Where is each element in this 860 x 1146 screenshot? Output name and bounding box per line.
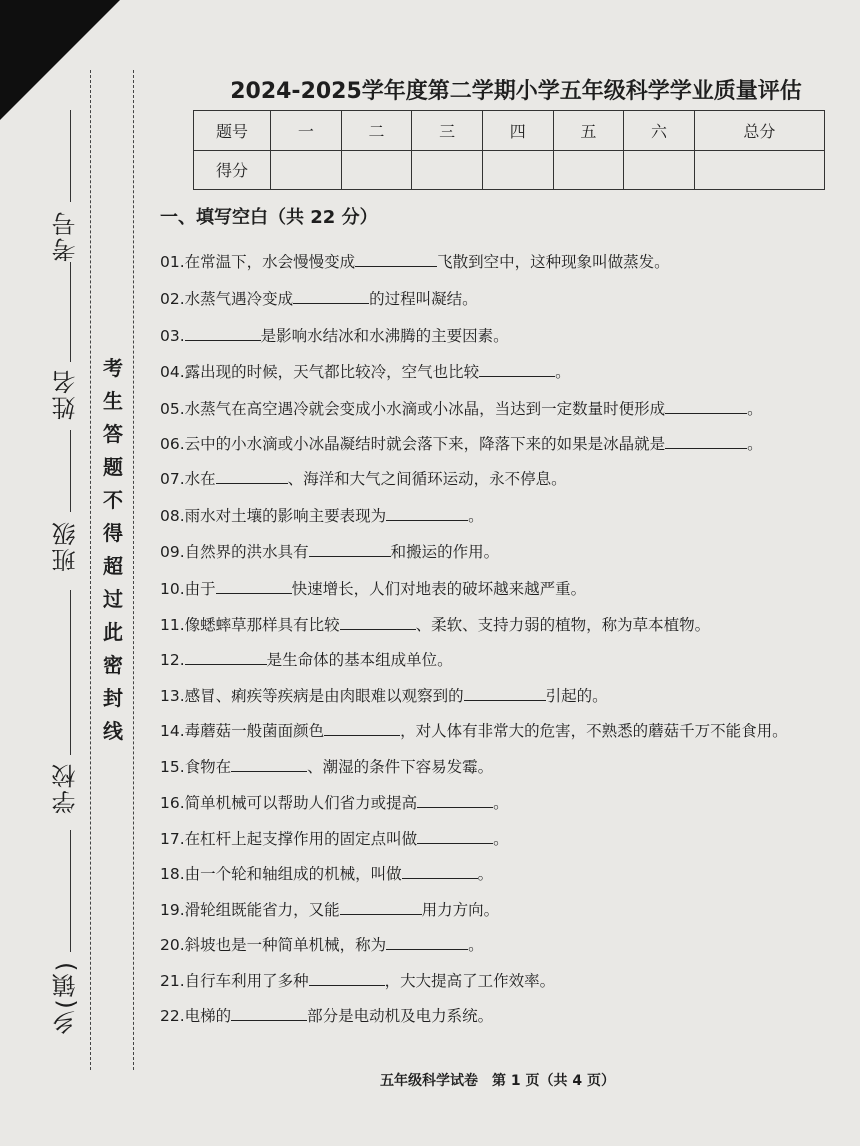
- score-row-label: 得分: [194, 150, 271, 190]
- question-text-tail: 用力方向。: [421, 901, 500, 919]
- page-title: 2024-2025学年度第二学期小学五年级科学学业质量评估: [230, 79, 802, 104]
- seal-char: 答: [103, 422, 123, 446]
- question-text: 15.食物在: [160, 758, 232, 776]
- question-text: 11.像蟋蟀草那样具有比较: [160, 616, 340, 634]
- name-line: [70, 262, 71, 362]
- answer-blank[interactable]: [324, 720, 400, 737]
- exam-number-label: 考号: [52, 210, 80, 262]
- answer-blank[interactable]: [417, 792, 493, 809]
- question-item: [160, 648, 453, 670]
- question-text: 03.: [160, 327, 185, 345]
- question-text-tail: 部分是电动机及电力系统。: [307, 1007, 494, 1025]
- answer-blank[interactable]: [185, 325, 261, 342]
- seal-char: 得: [103, 521, 123, 545]
- score-cell: 五: [553, 111, 624, 151]
- score-input-cell[interactable]: [271, 150, 342, 190]
- question-item: [160, 862, 493, 884]
- question-item: [160, 467, 567, 489]
- answer-blank[interactable]: [309, 970, 385, 987]
- school-label: 学校: [52, 762, 80, 814]
- score-input-cell[interactable]: [553, 150, 624, 190]
- answer-blank[interactable]: [340, 614, 416, 631]
- question-text-tail: 引起的。: [545, 687, 608, 705]
- question-item: [160, 287, 478, 309]
- question-item: [160, 1004, 493, 1026]
- class-line: [70, 430, 71, 512]
- question-text: 10.由于: [160, 580, 216, 598]
- question-text: 05.水蒸气在高空遇冷就会变成小水滴或小冰晶，当达到一定数量时便形成: [160, 400, 666, 418]
- seal-char: 封: [103, 686, 123, 710]
- score-input-cell[interactable]: [694, 150, 824, 190]
- question-text-tail: 。: [493, 794, 509, 812]
- score-input-cell[interactable]: [412, 150, 483, 190]
- seal-char: 密: [103, 653, 123, 677]
- answer-blank[interactable]: [231, 756, 307, 773]
- name-label: 姓名: [52, 368, 80, 420]
- score-cell: 六: [624, 111, 695, 151]
- class-label: 班级: [52, 520, 80, 572]
- question-text: 08.雨水对土壤的影响主要表现为: [160, 507, 387, 525]
- exam-number-line: [70, 110, 71, 202]
- question-item: [160, 827, 509, 849]
- question-text-tail: 。: [468, 507, 484, 525]
- score-table: [193, 110, 825, 190]
- question-item: [160, 432, 763, 454]
- section-1-heading: 一、填写空白（共 22 分）: [160, 207, 378, 228]
- question-item: [160, 324, 509, 346]
- seal-char: 题: [103, 455, 123, 479]
- score-table-score-row: [194, 150, 825, 190]
- question-text: 17.在杠杆上起支撑作用的固定点叫做: [160, 830, 418, 848]
- answer-blank[interactable]: [665, 398, 747, 415]
- seal-char: 生: [103, 389, 123, 413]
- score-input-cell[interactable]: [482, 150, 553, 190]
- question-text-tail: 是影响水结冰和水沸腾的主要因素。: [260, 327, 509, 345]
- town-line: [70, 830, 71, 952]
- question-item: [160, 577, 586, 599]
- question-item: [160, 613, 710, 635]
- question-text: 09.自然界的洪水具有: [160, 543, 309, 561]
- question-text: 06.云中的小水滴或小冰晶凝结时就会落下来，降落下来的如果是冰晶就是: [160, 435, 666, 453]
- seal-notice: [100, 352, 126, 748]
- question-text-tail: ，对人体有非常大的危害，不熟悉的蘑菇千万不能食用。: [400, 722, 788, 740]
- question-item: [160, 540, 499, 562]
- question-text: 07.水在: [160, 470, 216, 488]
- seal-char: 不: [103, 488, 123, 512]
- question-text: 21.自行车利用了多种: [160, 972, 309, 990]
- answer-blank[interactable]: [386, 934, 468, 951]
- question-text-tail: 的过程叫凝结。: [369, 290, 478, 308]
- seal-char: 此: [103, 620, 123, 644]
- score-cell: 三: [412, 111, 483, 151]
- question-text: 22.电梯的: [160, 1007, 232, 1025]
- question-text-tail: 和搬运的作用。: [390, 543, 500, 561]
- question-text-tail: 。: [493, 830, 509, 848]
- answer-blank[interactable]: [216, 468, 288, 485]
- answer-blank[interactable]: [665, 433, 747, 450]
- question-text-tail: 。: [555, 363, 571, 381]
- seal-char: 考: [103, 356, 123, 380]
- answer-blank[interactable]: [231, 1005, 307, 1022]
- score-input-cell[interactable]: [624, 150, 695, 190]
- answer-blank[interactable]: [216, 578, 292, 595]
- score-cell: 总分: [694, 111, 824, 151]
- question-text-tail: 。: [747, 400, 763, 418]
- question-text-tail: 、海洋和大气之间循环运动，永不停息。: [287, 470, 567, 488]
- question-item: [160, 504, 484, 526]
- question-text: 04.露出现的时候，天气都比较冷，空气也比较: [160, 363, 480, 381]
- seal-char: 线: [103, 719, 123, 743]
- score-cell: 二: [341, 111, 412, 151]
- answer-blank[interactable]: [355, 251, 437, 268]
- question-item: [160, 719, 788, 741]
- question-text: 13.感冒、痢疾等疾病是由肉眼难以观察到的: [160, 687, 464, 705]
- question-text: 02.水蒸气遇冷变成: [160, 290, 294, 308]
- question-text-tail: 飞散到空中，这种现象叫做蒸发。: [437, 253, 670, 271]
- question-item: [160, 933, 484, 955]
- score-table-header-row: [194, 111, 825, 151]
- answer-blank[interactable]: [464, 685, 546, 702]
- question-text-tail: 。: [747, 435, 763, 453]
- answer-blank[interactable]: [402, 863, 478, 880]
- town-label: 乡(镇): [52, 960, 80, 1035]
- question-item: [160, 397, 763, 419]
- score-cell: 一: [271, 111, 342, 151]
- question-item: [160, 250, 670, 272]
- question-text: 16.简单机械可以帮助人们省力或提高: [160, 794, 418, 812]
- question-text: 20.斜坡也是一种简单机械，称为: [160, 936, 387, 954]
- answer-blank[interactable]: [293, 288, 369, 305]
- question-text-tail: 快速增长，人们对地表的破坏越来越严重。: [291, 580, 587, 598]
- answer-blank[interactable]: [185, 649, 267, 666]
- seal-char: 过: [103, 587, 123, 611]
- question-text: 18.由一个轮和轴组成的机械，叫做: [160, 865, 402, 883]
- answer-blank[interactable]: [386, 505, 468, 522]
- question-text: 12.: [160, 651, 185, 669]
- question-item: [160, 755, 493, 777]
- question-item: [160, 898, 499, 920]
- question-item: [160, 969, 555, 991]
- question-text-tail: 、柔软、支持力弱的植物，称为草本植物。: [415, 616, 711, 634]
- question-text-tail: 。: [468, 936, 484, 954]
- page-footer: 五年级科学试卷 第 1 页（共 4 页）: [380, 1073, 615, 1089]
- school-line: [70, 590, 71, 755]
- answer-blank[interactable]: [340, 899, 422, 916]
- question-text-tail: 、潮湿的条件下容易发霉。: [307, 758, 494, 776]
- question-item: [160, 791, 509, 813]
- answer-blank[interactable]: [309, 541, 391, 558]
- question-text: 14.毒蘑菇一般菌面颜色: [160, 722, 325, 740]
- score-input-cell[interactable]: [341, 150, 412, 190]
- question-text-tail: ，大大提高了工作效率。: [384, 972, 556, 990]
- question-text: 19.滑轮组既能省力，又能: [160, 901, 340, 919]
- question-text-tail: 。: [477, 865, 494, 883]
- question-text: 01.在常温下，水会慢慢变成: [160, 253, 356, 271]
- score-cell: 题号: [194, 111, 271, 151]
- question-item: [160, 360, 571, 382]
- score-cell: 四: [482, 111, 553, 151]
- question-text-tail: 是生命体的基本组成单位。: [266, 651, 453, 669]
- question-item: [160, 684, 608, 706]
- answer-blank[interactable]: [479, 361, 555, 378]
- seal-char: 超: [103, 554, 123, 578]
- answer-blank[interactable]: [417, 828, 493, 845]
